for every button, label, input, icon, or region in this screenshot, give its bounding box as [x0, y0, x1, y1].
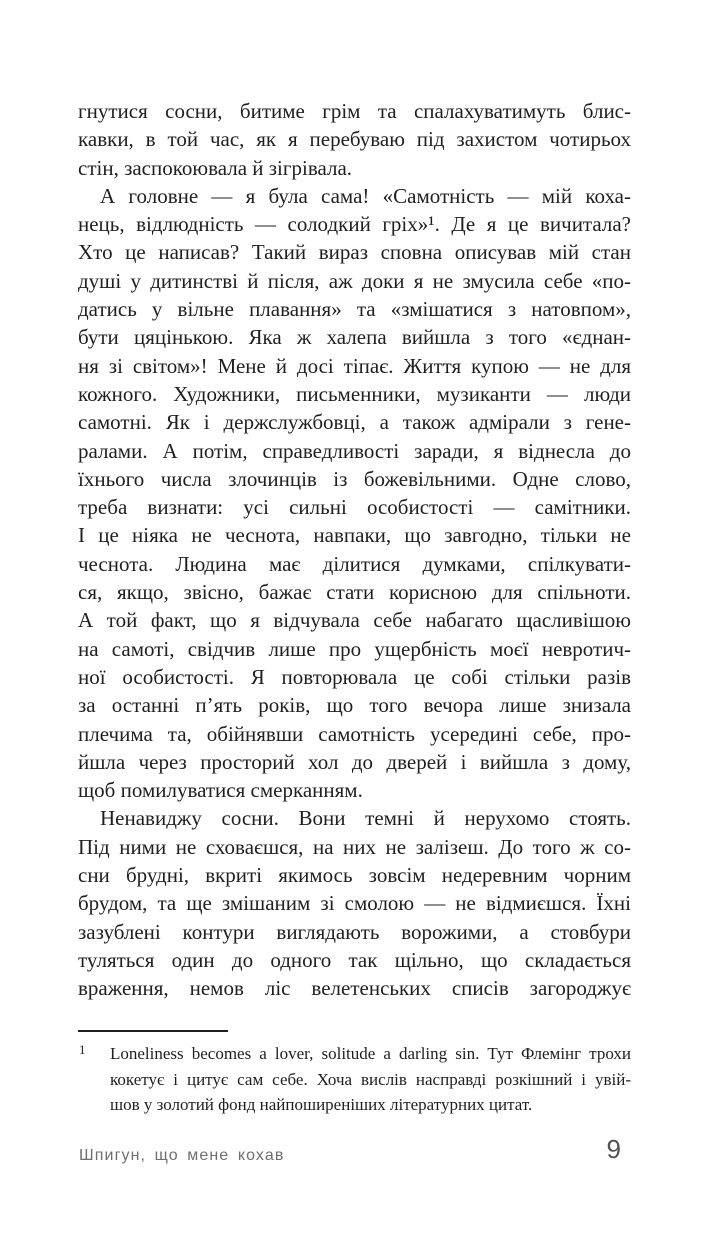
text-line: чеснота. Людина має ділитися думками, спілкувати- — [78, 551, 631, 576]
text-line: їхнього числа злочинців із божевільними. Одне слово, — [78, 466, 631, 491]
text-line: Ненавиджу сосни. Вони темні й нерухомо стоять. — [100, 806, 631, 831]
text-line: ної особистості. Я повторювала це собі стільки разів — [78, 664, 631, 689]
text-line: кокетує і цитує сам себе. Хоча вислів насправді розкішний і увій- — [110, 1069, 631, 1089]
text-line: ся, якщо, звісно, бажає стати корисною для спільноти. — [78, 580, 631, 605]
text-line: за останні п’ять років, що того вечора лише знизала — [78, 693, 631, 718]
text-line: брудом, та ще змішаним зі смолою — не відмиєшся. Їхні — [78, 891, 631, 916]
text-line: Хто це написав? Такий вираз сповна описував мій стан — [78, 240, 631, 265]
text-line: датись у вільне плавання» та «змішатися з натовпом», — [78, 297, 631, 322]
text-line: нець, відлюдність — солодкий гріх»¹. Де я це вичитала? — [78, 212, 631, 237]
text-line: І це ніяка не чеснота, навпаки, що завгодно, тільки не — [78, 523, 631, 548]
text-line: плечима та, обійнявши самотність усередині себе, про- — [78, 721, 631, 746]
text-line: кожного. Художники, письменники, музиканти — люди — [78, 381, 631, 406]
text-line: бути цяцінькою. Яка ж халепа вийшла з того «єднан- — [78, 325, 631, 350]
footnote-text — [110, 1041, 631, 1118]
text-line: А той факт, що я відчувала себе набагато щасливішою — [78, 608, 631, 633]
body-text — [78, 97, 631, 1003]
text-line: треба визнати: усі сильні особистості — самітники. — [78, 495, 631, 520]
footnote — [78, 1041, 631, 1118]
text-line: на самоті, свідчив лише про ущербність моєї невротич- — [78, 636, 631, 661]
text-line: душі у дитинстві й після, аж доки я не змусила себе «по- — [78, 268, 631, 293]
text-line: ня зі світом»! Мене й досі тіпає. Життя купою — не для — [78, 353, 631, 378]
text-line: А головне — я була сама! «Самотність — мій коха- — [100, 183, 631, 208]
footnote-separator — [78, 1030, 228, 1032]
page-number: 9 — [606, 1134, 621, 1164]
text-line: гнутися сосни, битиме грім та спалахуватимуть блис- — [78, 99, 631, 123]
running-title: Шпигун, що мене кохав — [79, 1147, 285, 1164]
text-line: стін, заспокоювала й зігрівала. — [78, 155, 353, 180]
text-line: кавки, в той час, як я перебуваю під захистом чотирьох — [78, 127, 631, 152]
text-line: Під ними не сховаєшся, на них не залізеш. До того ж со- — [78, 834, 631, 859]
text-line: зазублені контури виглядають ворожими, а стовбури — [78, 919, 631, 944]
text-line: самотні. Як і держслужбовці, а також адмірали з гене- — [78, 410, 631, 435]
text-line: Loneliness becomes a lover, solitude a darling sin. Тут Флемінг трохи — [110, 1044, 631, 1063]
text-line: шов у золотий фонд найпоширеніших літературних цитат. — [110, 1095, 533, 1114]
footnote-marker: 1 — [79, 1042, 86, 1057]
text-line: йшла через просторий хол до дверей і вийшла з дому, — [78, 749, 631, 774]
text-line: враження, немов ліс велетенських списів загороджує — [78, 976, 631, 1001]
text-line: туляться один до одного так щільно, що складається — [78, 947, 631, 972]
text-line: ралами. А потім, справедливості заради, я віднесла до — [78, 438, 631, 463]
text-line: щоб помилуватися смерканням. — [78, 778, 363, 803]
text-line: сни брудні, вкриті якимось зовсім недеревним чорним — [78, 863, 631, 888]
